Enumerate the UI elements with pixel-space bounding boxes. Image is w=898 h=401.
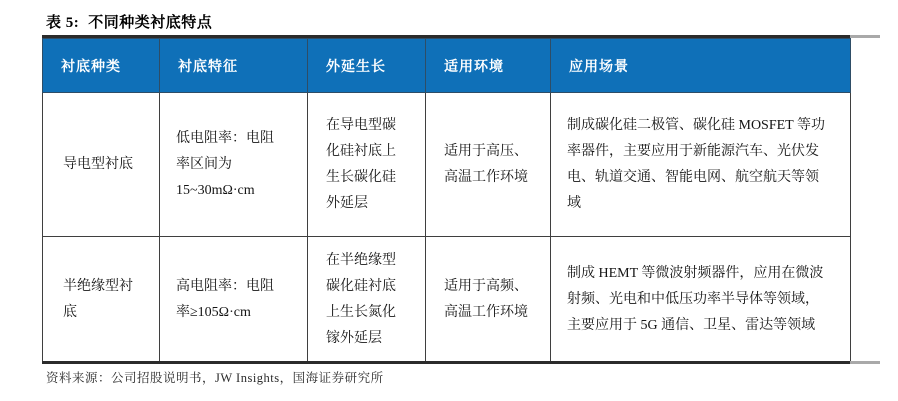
table-header-row	[43, 39, 851, 93]
cell-characteristics: 高电阻率：电阻率≥105Ω·cm	[160, 237, 308, 363]
cell-characteristics: 低电阻率：电阻率区间为 15~30mΩ·cm	[160, 93, 308, 237]
table-row-conductive-substrate	[43, 93, 851, 237]
column-header-applications: 应用场景	[551, 39, 851, 93]
cell-epitaxial: 在半绝缘型碳化硅衬底上生长氮化镓外延层	[308, 237, 426, 363]
column-header-environment: 适用环境	[426, 39, 551, 93]
column-header-substrate-type: 衬底种类	[43, 39, 160, 93]
cell-applications: 制成碳化硅二极管、碳化硅 MOSFET 等功率器件，主要应用于新能源汽车、光伏发电、轨道交通、智能电网、航空航天等领域	[551, 93, 851, 237]
table-caption	[46, 11, 212, 32]
cell-applications: 制成 HEMT 等微波射频器件，应用在微波射频、光电和中低压功率半导体等领域，主要应用于 5G 通信、卫星、雷达等领域	[551, 237, 851, 363]
cell-type: 导电型衬底	[43, 93, 160, 237]
cell-environment: 适用于高压、高温工作环境	[426, 93, 551, 237]
substrate-comparison-table	[42, 38, 851, 363]
bottom-rule	[42, 361, 880, 364]
table-caption-title: 不同种类衬底特点	[88, 15, 213, 31]
source-note: 资料来源：公司招股说明书，JW Insights，国海证券研究所	[46, 371, 384, 385]
table-caption-label: 表 5:	[46, 15, 80, 31]
cell-type: 半绝缘型衬底	[43, 237, 160, 363]
cell-epitaxial: 在导电型碳化硅衬底上生长碳化硅外延层	[308, 93, 426, 237]
cell-environment: 适用于高频、高温工作环境	[426, 237, 551, 363]
column-header-epitaxial-growth: 外延生长	[308, 39, 426, 93]
table-row-semi-insulating-substrate	[43, 237, 851, 363]
column-header-characteristics: 衬底特征	[160, 39, 308, 93]
